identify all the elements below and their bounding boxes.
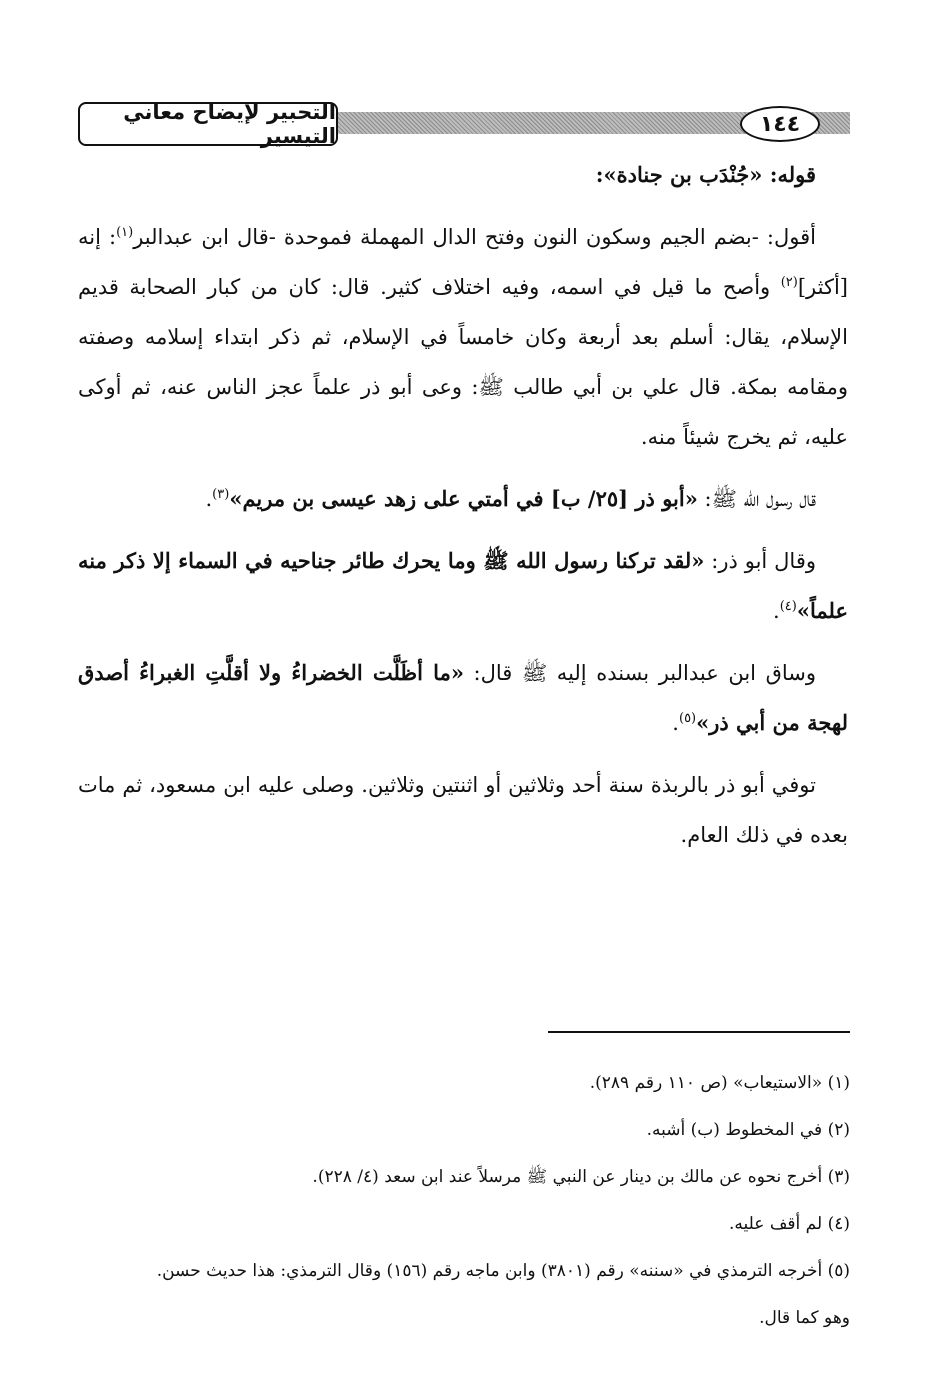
footnote-1: (١) «الاستيعاب» (ص ١١٠ رقم ٢٨٩). bbox=[589, 1073, 850, 1093]
paragraph-3 bbox=[78, 474, 848, 524]
footnotes bbox=[78, 1060, 850, 1342]
footnote-5: (٥) أخرجه الترمذي في «سننه» رقم (٣٨٠١) وابن ماجه رقم (١٥٦) وقال الترمذي: هذا حديث حسن. bbox=[156, 1261, 850, 1281]
paragraph-3-part-c: . bbox=[205, 487, 213, 511]
footnote-4: (٤) لم أقف عليه. bbox=[729, 1214, 850, 1234]
paragraph-4-part-a: وقال أبو ذر: bbox=[704, 549, 817, 573]
paragraph-heading: قوله: «جُنْدَب بن جنادة»: bbox=[595, 162, 816, 187]
page-header bbox=[78, 102, 850, 148]
paragraph-6: توفي أبو ذر بالربذة سنة أحد وثلاثين أو اثنتين وثلاثين. وصلى عليه ابن مسعود، ثم مات بعده في ذلك العام. bbox=[78, 773, 848, 847]
paragraph-2-part-a: أقول: -بضم الجيم وسكون النون وفتح الدال المهملة فموحدة -قال ابن عبدالبر bbox=[133, 225, 816, 249]
footnote-separator bbox=[548, 1031, 850, 1033]
footnote-3: (٣) أخرج نحوه عن مالك بن دينار عن النبي ﷺ مرسلاً عند ابن سعد (٤/ ٢٢٨). bbox=[312, 1167, 850, 1187]
page-number: ١٤٤ bbox=[740, 106, 820, 142]
paragraph-2-part-b: : إنه [أكثر] bbox=[78, 225, 848, 299]
footnote-ref-3[interactable]: (٣) bbox=[212, 487, 230, 502]
paragraph-5-part-a: وساق ابن عبدالبر بسنده إليه ﷺ قال: bbox=[463, 661, 816, 685]
footnote-ref-1[interactable]: (١) bbox=[116, 225, 134, 240]
paragraph-3-part-a: قال رسول الله ﷺ: bbox=[697, 487, 816, 511]
hadith-quote-2: «ما أظَلَّت الخضراءُ ولا أقلَّتِ الغبراءُ أصدق لهجة من أبي ذر» bbox=[78, 660, 848, 735]
footnote-2: (٢) في المخطوط (ب) أشبه. bbox=[646, 1120, 850, 1140]
paragraph-5-part-c: . bbox=[672, 711, 679, 735]
paragraph-4 bbox=[78, 536, 848, 636]
running-title: التحبير لإيضاح معاني التيسير bbox=[78, 102, 338, 146]
footnote-ref-4[interactable]: (٤) bbox=[779, 599, 797, 614]
hadith-quote-1: «أبو ذر [٢٥/ ب] في أمتي على زهد عيسى بن مريم» bbox=[229, 486, 698, 511]
footnote-5-continuation: وهو كما قال. bbox=[759, 1308, 850, 1328]
footnote-ref-2[interactable]: (٢) bbox=[780, 275, 798, 290]
paragraph-2 bbox=[78, 212, 848, 462]
main-text bbox=[78, 150, 848, 872]
footnote-ref-5[interactable]: (٥) bbox=[678, 711, 697, 726]
paragraph-4-part-c: . bbox=[773, 599, 780, 623]
quote-abu-dharr: «لقد تركنا رسول الله ﷺ وما يحرك طائر جناحيه في السماء إلا ذكر منه علماً» bbox=[78, 548, 848, 623]
paragraph-5 bbox=[78, 648, 848, 748]
paragraph-2-part-c: وأصح ما قيل في اسمه، وفيه اختلاف كثير. قال: كان من كبار الصحابة قديم الإسلام، يقال: أسلم بعد أربعة وكان خامساً في الإسلام، ثم ذكر ابتداء إسلامه وصفته ومقامه بمكة. قال علي بن أبي طالب ﷺ: وعى أبو ذر علماً عجز الناس عنه، ثم أوكى عليه، ثم يخرج شيئاً منه. bbox=[78, 275, 848, 449]
